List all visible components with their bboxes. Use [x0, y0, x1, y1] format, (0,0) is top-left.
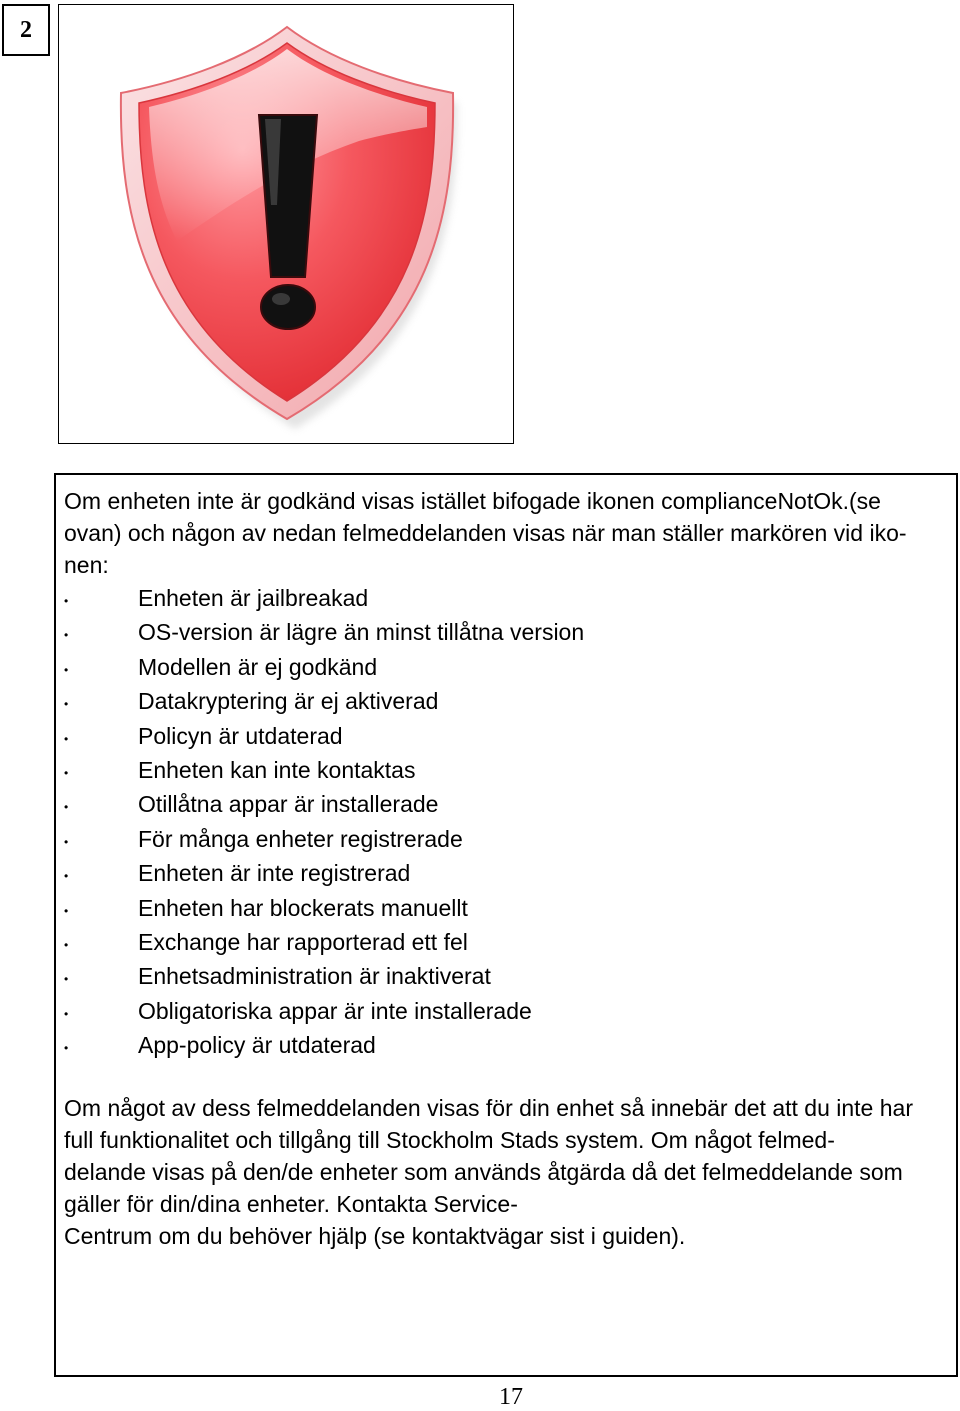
- bullet-icon: •: [64, 800, 69, 815]
- error-message-item: [64, 753, 948, 787]
- shield-image-frame: [58, 4, 514, 444]
- page-number: 17: [499, 1384, 523, 1410]
- bullet-icon: •: [64, 662, 69, 677]
- error-message-item: [64, 719, 948, 753]
- error-message-list: [64, 581, 948, 1062]
- step-number-badge: 2: [2, 4, 50, 56]
- error-message-item: [64, 891, 948, 925]
- error-message-item: [64, 1028, 948, 1062]
- outro-paragraph: [64, 1092, 948, 1252]
- compliance-info-box: [54, 473, 958, 1377]
- bullet-icon: •: [64, 869, 69, 884]
- error-message-text: Policyn är utdaterad: [138, 722, 343, 749]
- error-message-item: [64, 925, 948, 959]
- error-message-text: Datakryptering är ej aktiverad: [138, 688, 439, 715]
- error-message-item: [64, 822, 948, 856]
- error-message-text: App-policy är utdaterad: [138, 1032, 376, 1059]
- bullet-icon: •: [64, 594, 69, 608]
- outro-line: Centrum om du behöver hjälp (se kontaktvägar sist i guiden).: [64, 1223, 686, 1250]
- bullet-icon: •: [64, 937, 69, 952]
- error-message-text: Obligatoriska appar är inte installerade: [138, 997, 532, 1024]
- red-shield-exclamation-icon: [59, 5, 515, 445]
- intro-line: ovan) och någon av nedan felmeddelanden visas när man ställer markören vid iko-: [64, 520, 907, 546]
- error-message-item: [64, 994, 948, 1028]
- error-message-item: [64, 650, 948, 684]
- error-message-item: [64, 856, 948, 890]
- bullet-icon: •: [64, 972, 69, 987]
- outro-line: Om något av dess felmeddelanden visas för din enhet så innebär det att du inte har: [64, 1095, 913, 1122]
- error-message-item: [64, 581, 948, 615]
- intro-line: Om enheten inte är godkänd visas istället bifogade ikonen complianceNotOk.(se: [64, 488, 881, 514]
- error-message-text: Enheten kan inte kontaktas: [138, 756, 416, 783]
- intro-line: nen:: [64, 552, 109, 578]
- error-message-text: Enheten har blockerats manuellt: [138, 894, 468, 921]
- intro-paragraph: [64, 485, 948, 581]
- error-message-item: [64, 684, 948, 718]
- outro-line: gäller för din/dina enheter. Kontakta Service-: [64, 1191, 518, 1218]
- error-message-text: Enheten är inte registrerad: [138, 860, 411, 887]
- error-message-text: Modellen är ej godkänd: [138, 653, 378, 680]
- error-message-text: För många enheter registrerade: [138, 825, 463, 852]
- outro-line: delande visas på den/de enheter som används åtgärda då det felmeddelande som: [64, 1159, 903, 1186]
- error-message-text: Exchange har rapporterad ett fel: [138, 928, 468, 955]
- error-message-text: OS-version är lägre än minst tillåtna version: [138, 619, 585, 646]
- error-message-item: [64, 959, 948, 993]
- bullet-icon: •: [64, 697, 69, 712]
- error-message-item: [64, 615, 948, 649]
- error-message-item: [64, 787, 948, 821]
- bullet-icon: •: [64, 834, 69, 849]
- bullet-icon: •: [64, 765, 69, 780]
- bullet-icon: •: [64, 731, 69, 746]
- error-message-text: Enheten är jailbreakad: [138, 585, 369, 611]
- bullet-icon: •: [64, 1041, 69, 1056]
- bullet-icon: •: [64, 1006, 69, 1021]
- outro-line: full funktionalitet och tillgång till Stockholm Stads system. Om något felmed-: [64, 1127, 835, 1154]
- bullet-icon: •: [64, 903, 69, 918]
- error-message-text: Enhetsadministration är inaktiverat: [138, 963, 491, 990]
- bullet-icon: •: [64, 628, 69, 643]
- error-message-text: Otillåtna appar är installerade: [138, 791, 439, 818]
